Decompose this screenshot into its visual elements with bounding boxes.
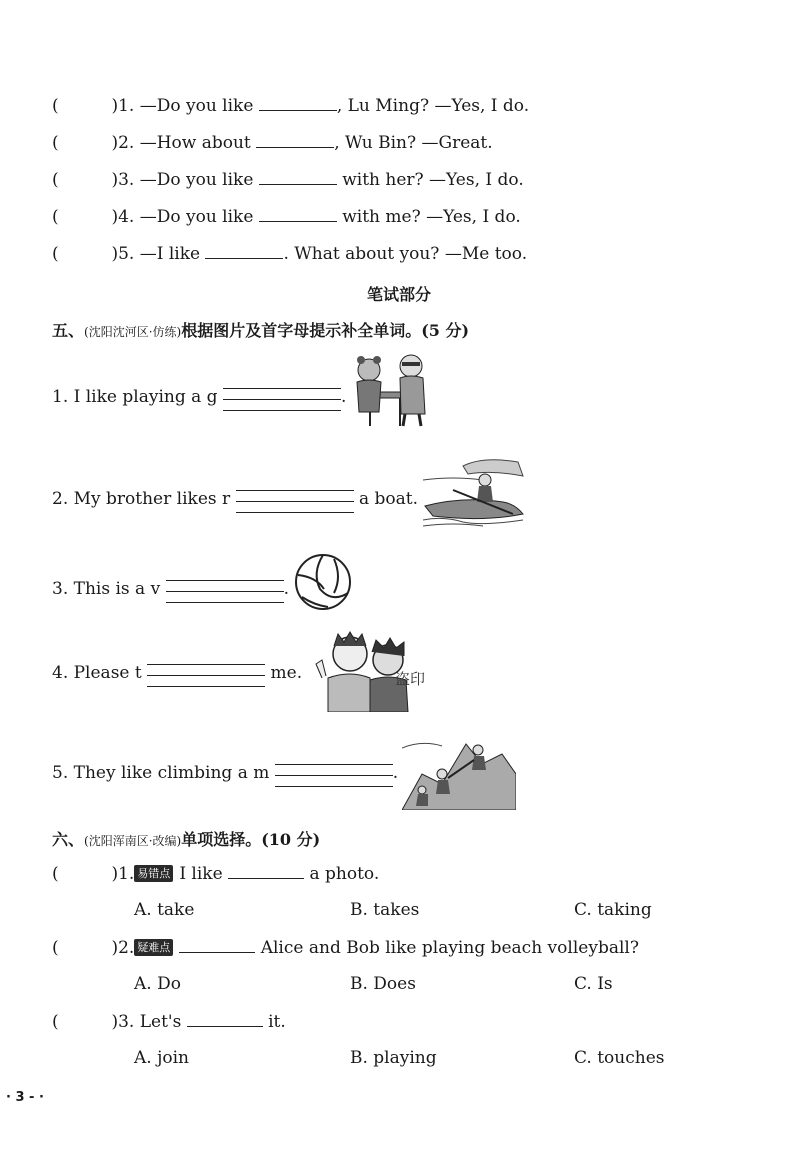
letter-blanks[interactable] bbox=[223, 378, 341, 411]
letter-blanks[interactable] bbox=[147, 654, 265, 687]
mountain-climbing-picture-icon bbox=[402, 734, 516, 810]
option-b[interactable]: B. playing bbox=[350, 1048, 437, 1068]
listening-item-4: ( )4. —Do you like with me? —Yes, I do. bbox=[52, 207, 521, 227]
word-item-1: 1. I like playing a g . bbox=[52, 381, 346, 414]
option-c[interactable]: C. touches bbox=[574, 1048, 665, 1068]
option-a[interactable]: A. Do bbox=[134, 974, 181, 994]
chess-picture-icon bbox=[345, 352, 435, 428]
section-6-header: 六、(沈阳浑南区·改编)单项选择。(10 分) bbox=[52, 830, 321, 849]
option-b[interactable]: B. takes bbox=[350, 900, 420, 920]
listening-item-1: ( )1. —Do you like , Lu Ming? —Yes, I do. bbox=[52, 96, 530, 116]
answer-blank[interactable] bbox=[259, 95, 337, 111]
option-b[interactable]: B. Does bbox=[350, 974, 416, 994]
answer-blank[interactable] bbox=[259, 169, 337, 185]
listening-item-2: ( )2. —How about , Wu Bin? —Great. bbox=[52, 133, 493, 153]
choice-question-1: ( )1. 易错点 I like a photo. bbox=[52, 864, 380, 884]
word-item-4: 4. Please t me. bbox=[52, 657, 302, 690]
difficult-tag: 疑难点 bbox=[134, 939, 173, 956]
option-c[interactable]: C. Is bbox=[574, 974, 613, 994]
listening-item-3: ( )3. —Do you like with her? —Yes, I do. bbox=[52, 170, 524, 190]
answer-blank[interactable] bbox=[205, 243, 283, 259]
error-prone-tag: 易错点 bbox=[134, 865, 173, 882]
word-item-3: 3. This is a v . bbox=[52, 573, 289, 606]
rowing-boat-picture-icon bbox=[423, 456, 527, 528]
answer-blank[interactable] bbox=[256, 132, 334, 148]
option-a[interactable]: A. take bbox=[134, 900, 195, 920]
page-number: · 3 - · bbox=[6, 1090, 44, 1105]
watermark-text: 盗印 bbox=[395, 670, 426, 688]
listening-item-5: ( )5. —I like . What about you? —Me too. bbox=[52, 244, 528, 264]
volleyball-picture-icon bbox=[294, 553, 352, 611]
word-item-2: 2. My brother likes r a boat. bbox=[52, 483, 418, 516]
letter-blanks[interactable] bbox=[166, 570, 284, 603]
written-part-title: 笔试部分 bbox=[367, 285, 432, 304]
letter-blanks[interactable] bbox=[236, 480, 354, 513]
word-item-5: 5. They like climbing a m . bbox=[52, 757, 398, 790]
section-5-header: 五、(沈阳沈河区·仿练)根据图片及首字母提示补全单词。(5 分) bbox=[52, 321, 470, 340]
answer-blank[interactable] bbox=[259, 206, 337, 222]
answer-blank[interactable] bbox=[179, 937, 255, 953]
option-a[interactable]: A. join bbox=[134, 1048, 189, 1068]
answer-blank[interactable] bbox=[228, 863, 304, 879]
choice-question-3: ( )3. Let's it. bbox=[52, 1012, 286, 1032]
choice-question-2: ( )2. 疑难点 Alice and Bob like playing beach volleyball? bbox=[52, 938, 639, 958]
letter-blanks[interactable] bbox=[275, 754, 393, 787]
answer-blank[interactable] bbox=[187, 1011, 263, 1027]
option-c[interactable]: C. taking bbox=[574, 900, 652, 920]
